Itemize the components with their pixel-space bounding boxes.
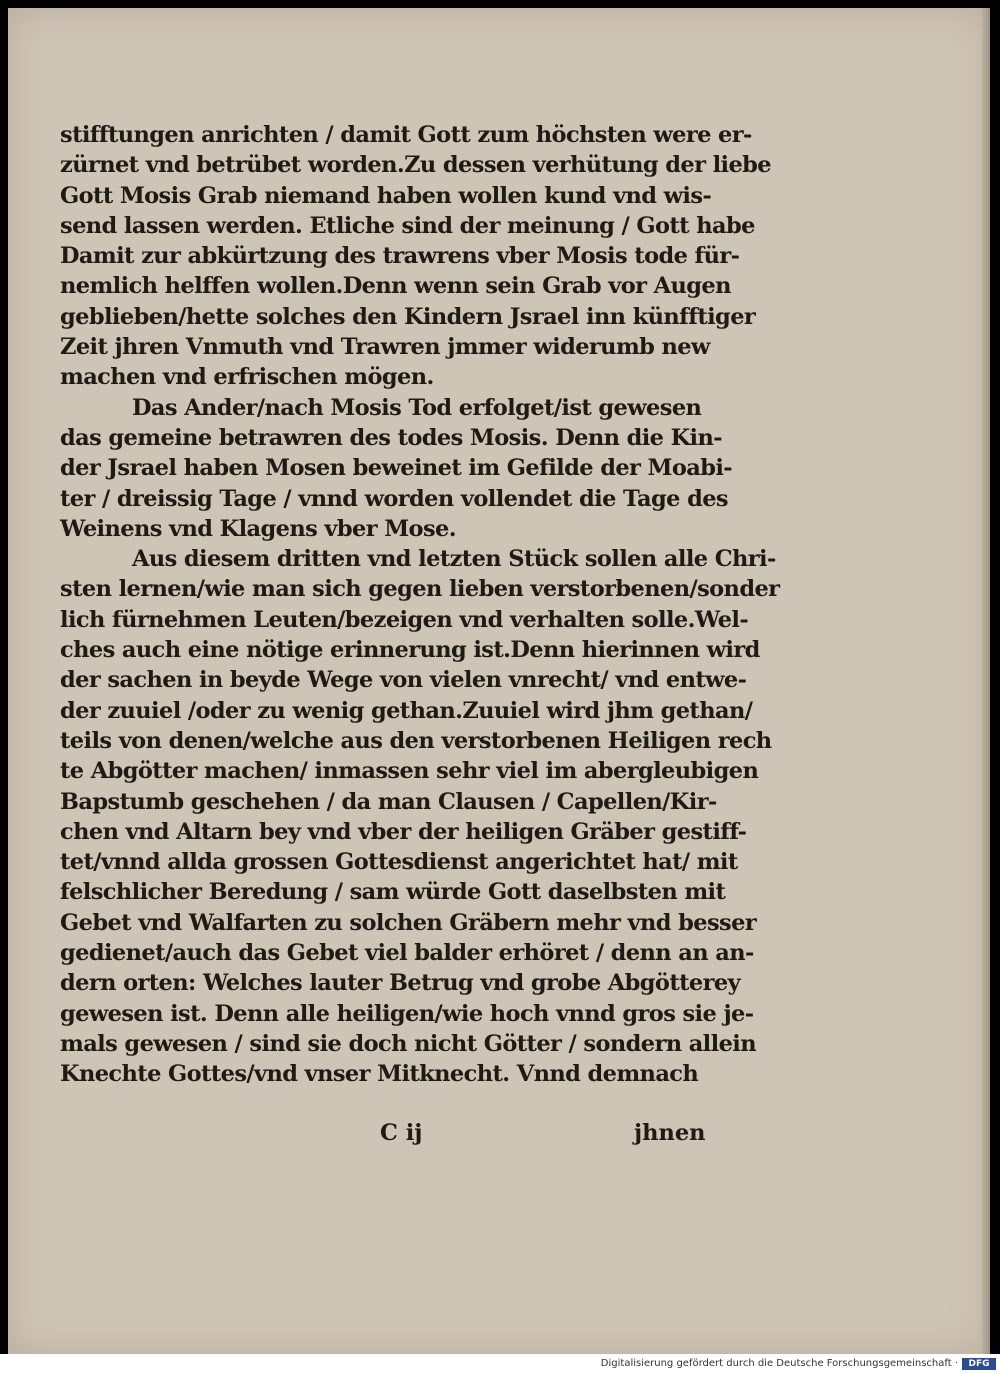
scanned-page — [8, 8, 990, 1354]
text-line: das gemeine betrawren des todes Mosis. Denn die Kin- — [60, 424, 723, 451]
text-line: der Jsrael haben Mosen beweinet im Gefilde der Moabi- — [60, 455, 733, 482]
text-line: ter / dreissig Tage / vnnd worden vollendet die Tage des — [60, 485, 728, 512]
body-text — [60, 120, 780, 1090]
dfg-logo: DFG — [962, 1358, 996, 1370]
text-line: Zeit jhren Vnmuth vnd Trawren jmmer widerumb new — [60, 334, 710, 361]
signature-mark: C ij — [380, 1120, 423, 1146]
text-line: Bapstumb geschehen / da man Clausen / Capellen/Kir- — [60, 788, 717, 815]
text-line: dern orten: Welches lauter Betrug vnd grobe Abgötterey — [60, 970, 741, 997]
text-line: Gebet vnd Walfarten zu solchen Gräbern mehr vnd besser — [60, 909, 757, 936]
text-line: gewesen ist. Denn alle heiligen/wie hoch vnnd gros sie je- — [60, 1000, 754, 1027]
text-line: der sachen in beyde Wege von vielen vnrecht/ vnd entwe- — [60, 667, 747, 694]
text-line: felschlicher Beredung / sam würde Gott daselbsten mit — [60, 879, 726, 906]
page-footer-line — [8, 1120, 990, 1152]
text-line: nemlich helffen wollen.Denn wenn sein Grab vor Augen — [60, 273, 731, 300]
text-line: der zuuiel /oder zu wenig gethan.Zuuiel wird jhm gethan/ — [60, 697, 753, 724]
text-line: send lassen werden. Etliche sind der meinung / Gott habe — [60, 212, 755, 239]
text-line: Gott Mosis Grab niemand haben wollen kund vnd wis- — [60, 182, 712, 209]
text-line: ches auch eine nötige erinnerung ist.Denn hierinnen wird — [60, 637, 760, 664]
text-line: te Abgötter machen/ inmassen sehr viel im abergleubigen — [60, 758, 759, 785]
text-line: gedienet/auch das Gebet viel balder erhöret / denn an an- — [60, 940, 754, 967]
text-line: machen vnd erfrischen mögen. — [60, 364, 434, 391]
credit-bar — [0, 1354, 1000, 1374]
text-line: Aus diesem dritten vnd letzten Stück sollen alle Chri- — [132, 546, 776, 573]
text-line: Das Ander/nach Mosis Tod erfolget/ist gewesen — [132, 394, 702, 421]
text-line: stifftungen anrichten / damit Gott zum höchsten were er- — [60, 122, 752, 148]
text-line: Damit zur abkürtzung des trawrens vber Mosis tode für- — [60, 243, 740, 270]
funding-credit: Digitalisierung gefördert durch die Deutsche Forschungsgemeinschaft · — [600, 1358, 958, 1369]
text-line: Weinens vnd Klagens vber Mose. — [60, 515, 456, 542]
text-line: sten lernen/wie man sich gegen lieben verstorbenen/sonder — [60, 576, 780, 603]
page-edge — [982, 8, 990, 1354]
text-line: chen vnd Altarn bey vnd vber der heiligen Gräber gestiff- — [60, 818, 747, 845]
text-line: mals gewesen / sind sie doch nicht Götter / sondern allein — [60, 1030, 757, 1057]
text-line: Knechte Gottes/vnd vnser Mitknecht. Vnnd demnach — [60, 1061, 699, 1088]
text-line: zürnet vnd betrübet worden.Zu dessen verhütung der liebe — [60, 152, 772, 179]
text-line: tet/vnnd allda grossen Gottesdienst angerichtet hat/ mit — [60, 849, 738, 876]
catchword: jhnen — [634, 1120, 706, 1146]
text-line: teils von denen/welche aus den verstorbenen Heiligen rech — [60, 727, 772, 754]
text-line: geblieben/hette solches den Kindern Jsrael inn künfftiger — [60, 303, 756, 330]
text-line: lich fürnehmen Leuten/bezeigen vnd verhalten solle.Wel- — [60, 606, 749, 633]
